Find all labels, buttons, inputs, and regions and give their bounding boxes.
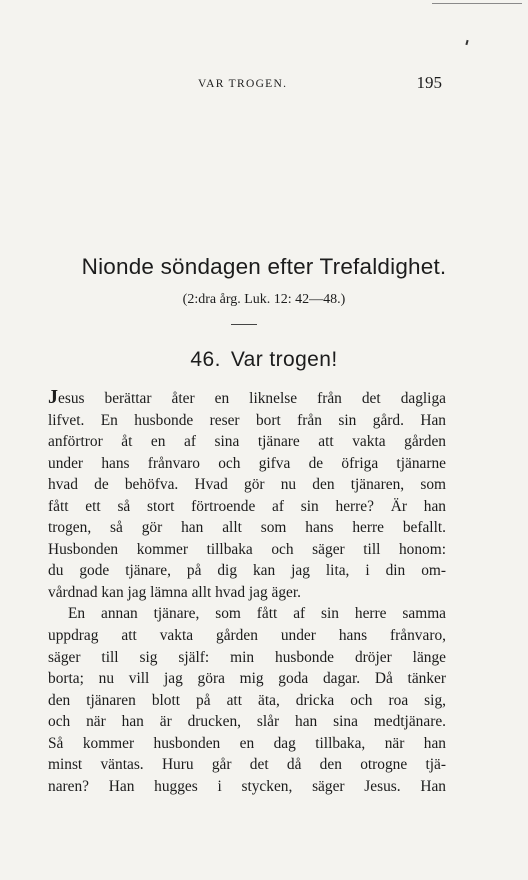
text-line: uppdrag att vakta gården under hans frånvaro,	[48, 627, 446, 645]
page-edge-rule	[432, 3, 522, 4]
text-line: den tjänaren blott på att äta, dricka och roa sig,	[48, 691, 446, 709]
text-line: säger till sig själf: min husbonde dröjer länge	[48, 648, 446, 666]
text-line: hvad de behöfva. Hvad gör nu den tjänaren, som	[48, 476, 446, 494]
text-line: under hans frånvaro och gifva de öfriga tjänarne	[48, 454, 446, 472]
text-line: En annan tjänare, som fått af sin herre samma	[68, 605, 446, 623]
print-speck	[465, 40, 468, 45]
text-line: borta; nu vill jag göra mig goda dagar. Då tänker	[48, 670, 446, 688]
scripture-reference: (2:dra årg. Luk. 12: 42—48.)	[182, 292, 346, 307]
text-line: och när han är drucken, slår han sina medtjänare.	[48, 713, 446, 731]
text-line: Så kommer husbonden en dag tillbaka, när han	[48, 734, 446, 752]
running-head	[48, 73, 444, 96]
text-line: trogen, så gör han allt som hans herre befallt.	[48, 519, 446, 537]
body-text	[48, 388, 446, 797]
page-number: 195	[416, 73, 442, 92]
sermon-number: 46.	[190, 348, 221, 371]
text-line: Husbonden kommer tillbaka och säger till honom:	[48, 540, 446, 558]
text-line: anförtror åt en af sina tjänare att vakta gården	[48, 433, 446, 451]
sermon-heading	[150, 348, 378, 372]
text-line: du gode tjänare, på dig kan jag lita, i din om-	[48, 562, 446, 580]
text-line: lifvet. En husbonde reser bort från sin gård. Han	[48, 411, 446, 429]
text-line: fått ett så stort förtroende af sin herre? Är han	[48, 497, 446, 515]
sermon-title: Var trogen!	[230, 348, 338, 371]
running-head-title: VAR TROGEN.	[198, 78, 288, 90]
text-line: Jesus berättar åter en liknelse från det dagliga	[48, 386, 446, 408]
text-line: naren? Han hugges i stycken, säger Jesus. Han	[48, 777, 446, 795]
text-line: minst väntas. Huru går det då den otrogne tjä-	[48, 756, 446, 774]
section-divider	[231, 324, 257, 325]
sunday-title: Nionde söndagen efter Trefaldighet.	[81, 254, 447, 279]
drop-cap: J	[48, 386, 58, 408]
text-line: vårdnad kan jag lämna allt hvad jag äger.	[48, 583, 301, 601]
